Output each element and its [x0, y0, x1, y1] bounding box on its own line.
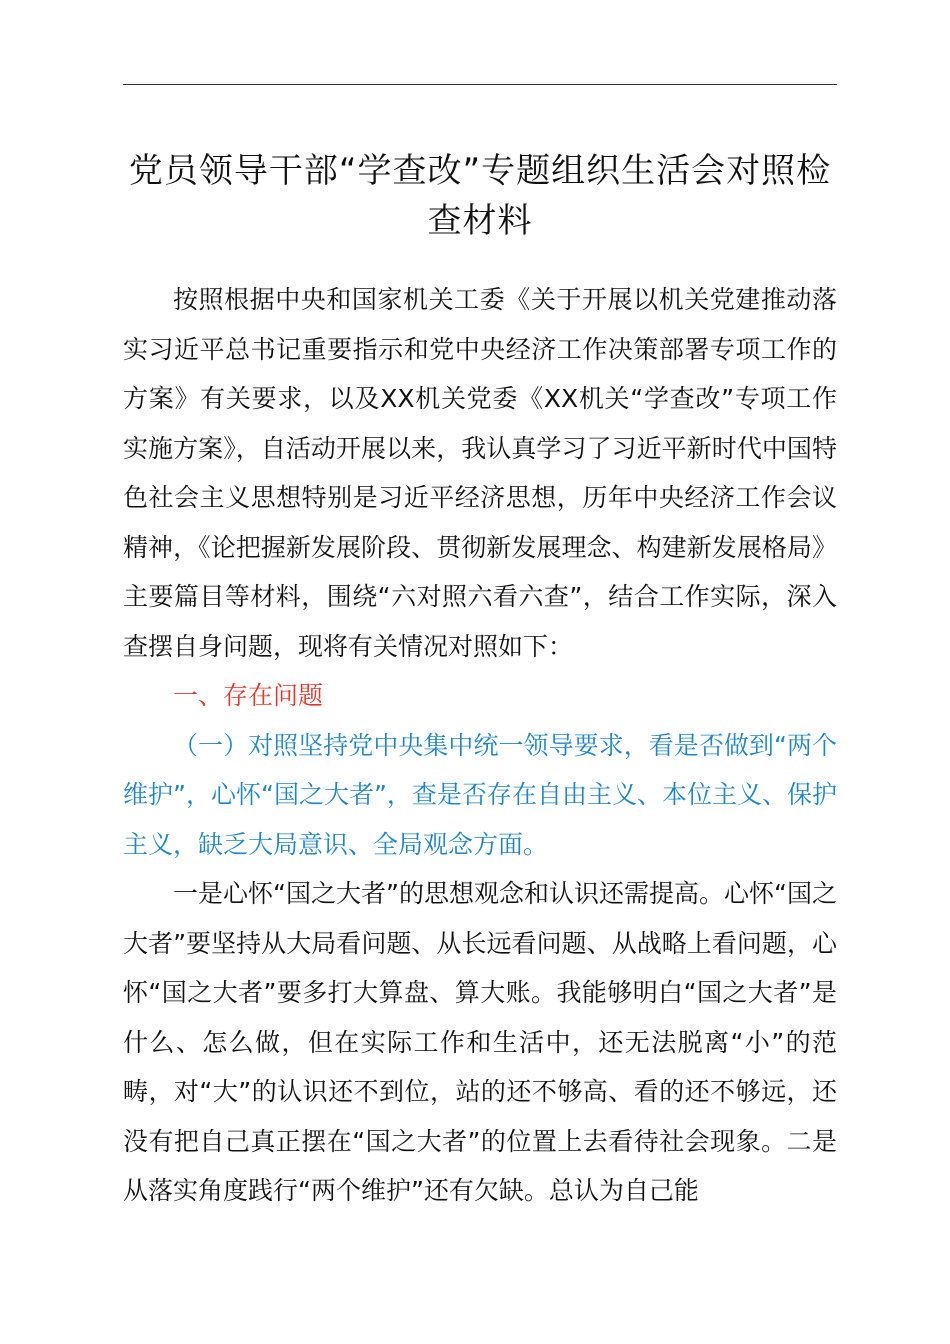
document-body	[123, 275, 837, 1216]
title-line-1: 党员领导干部“学查改”专题组织生活会对照检	[128, 151, 832, 191]
section-heading: 一、存在问题	[173, 681, 324, 710]
document-title	[112, 146, 848, 246]
intro-paragraph: 按照根据中央和国家机关工委《关于开展以机关党建推动落实习近平总书记重要指示和党中央经济工作决策部署专项工作的方案》有关要求，以及XX机关党委《XX机关“学查改”专项工作实施方案》，自活动开展以来，我认真学习了习近平新时代中国特色社会主义思想特别是习近平经济思想，历年中央经济工作会议精神，《论把握新发展阶段、贯彻新发展理念、构建新发展格局》主要篇目等材料，围绕“六对照六看六查”，结合工作实际，深入查摆自身问题，现将有关情况对照如下：	[123, 285, 837, 661]
subsection-heading: （一）对照坚持党中央集中统一领导要求，看是否做到“两个维护”，心怀“国之大者”，查是否存在自由主义、本位主义、保护主义，缺乏大局意识、全局观念方面。	[123, 730, 837, 859]
body-paragraph: 一是心怀“国之大者”的思想观念和认识还需提高。心怀“国之大者”要坚持从大局看问题、从长远看问题、从战略上看问题，心怀“国之大者”要多打大算盘、算大账。我能够明白“国之大者”是什么、怎么做，但在实际工作和生活中，还无法脱离“小”的范畴，对“大”的认识还不到位，站的还不够高、看的还不够远，还没有把自己真正摆在“国之大者”的位置上去看待社会现象。二是从落实角度践行“两个维护”还有欠缺。总认为自己能	[123, 879, 837, 1205]
title-line-2: 查材料	[427, 201, 533, 241]
header-rule	[123, 84, 837, 85]
